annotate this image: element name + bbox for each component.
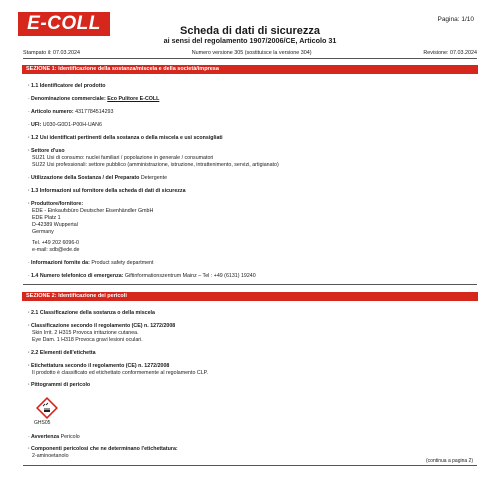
use-row: ·Utilizzazione della Sostanza / del Preparato Detergente: [28, 175, 168, 181]
su21-row: SU21 Usi di consumo: nuclei familiari / popolazione in generale / consumatori: [32, 155, 214, 161]
identifier-label: ·1.1 Identificatore del prodotto: [28, 83, 106, 89]
components-value: 2-aminoetanolo: [32, 453, 69, 459]
clp-classification-label: ·Classificazione secondo il regolamento (CE) n. 1272/2008: [28, 323, 176, 329]
section-2-heading: SEZIONE 2: Identificazione dei pericoli: [22, 292, 478, 301]
continued-note: (continua a pagina 2): [426, 458, 473, 464]
info-row: ·Informazioni fornite da: Product safety department: [28, 260, 154, 266]
revision-date: Revisione: 07.03.2024: [423, 50, 477, 56]
address-line: Germany: [32, 229, 54, 235]
meta-row: [23, 50, 477, 56]
ghs-code: GHS05: [34, 420, 51, 426]
uses-label: ·1.2 Usi identificati pertinenti della sostanza o della miscela e usi sconsigliati: [28, 135, 223, 141]
document-title: Scheda di dati di sicurezza: [180, 25, 320, 37]
e-coll-logo: E-COLL: [18, 12, 110, 36]
ufi-row: ·UFI: U030-G0D1-P00H-UAN6: [28, 122, 102, 128]
header-rule: [23, 58, 477, 59]
printed-date: Stampato il: 07.03.2024: [23, 50, 80, 56]
labelling-label: ·Etichettatura secondo il regolamento (CE) n. 1272/2008: [28, 363, 170, 369]
corrosion-pictogram-icon: [36, 397, 58, 419]
version-number: Numero versione 305 (sostituisce la versione 304): [191, 50, 312, 56]
su22-row: SU22 Usi professionali: settore pubblico (amministrazione, istruzione, intrattenimento, servizi, artigianato): [32, 162, 279, 168]
trade-name-row: ·Denominazione commerciale: Eco Pulitore E-COLL: [28, 96, 160, 102]
email-address: e-mail: sdb@ede.de: [32, 247, 80, 253]
section-1-heading: SEZIONE 1: Identificazione della sostanza/miscela e della società/impresa: [22, 65, 478, 74]
supplier-label: ·1.3 Informazioni sul fornitore della scheda di dati di sicurezza: [28, 188, 186, 194]
section-1-rule: [23, 284, 477, 285]
eye-damage: Eye Dam. 1 H318 Provoca gravi lesioni oculari.: [32, 337, 143, 343]
classification-label: ·2.1 Classificazione della sostanza o della miscela: [28, 310, 155, 316]
page-number: Pagina: 1/10: [437, 16, 474, 23]
skin-irritation: Skin Irrit. 2 H315 Provoca irritazione cutanea.: [32, 330, 139, 336]
signal-word-row: ·Avvertenza Pericolo: [28, 434, 80, 440]
telephone: Tel. +49 202 6096-0: [32, 240, 79, 246]
labelling-value: Il prodotto è classificato ed etichettato conformemente al regolamento CLP.: [32, 370, 208, 376]
article-number-row: ·Articolo numero: 4317784514293: [28, 109, 114, 115]
footer-rule: [23, 465, 477, 466]
address-line: EDE Platz 1: [32, 215, 61, 221]
address-line: EDE - Einkaufsbüro Deutscher Eisenhändler GmbH: [32, 208, 154, 214]
label-elements: ·2.2 Elementi dell'etichetta: [28, 350, 96, 356]
emergency-row: ·1.4 Numero telefonico di emergenza: Giftinformationszentrum Mainz – Tel : +49 (6131) 19240: [28, 273, 256, 279]
address-line: D-42389 Wuppertal: [32, 222, 78, 228]
trade-name-value: Eco Pulitore E-COLL: [107, 96, 160, 102]
pictograms-label: ·Pittogrammi di pericolo: [28, 382, 91, 388]
sector-label: ·Settore d'uso: [28, 148, 65, 154]
document-subtitle: ai sensi del regolamento 1907/2006/CE, Articolo 31: [163, 36, 337, 45]
producer-label: ·Produttore/fornitore:: [28, 201, 84, 207]
components-label: ·Componenti pericolosi che ne determinano l'etichettatura:: [28, 446, 178, 452]
